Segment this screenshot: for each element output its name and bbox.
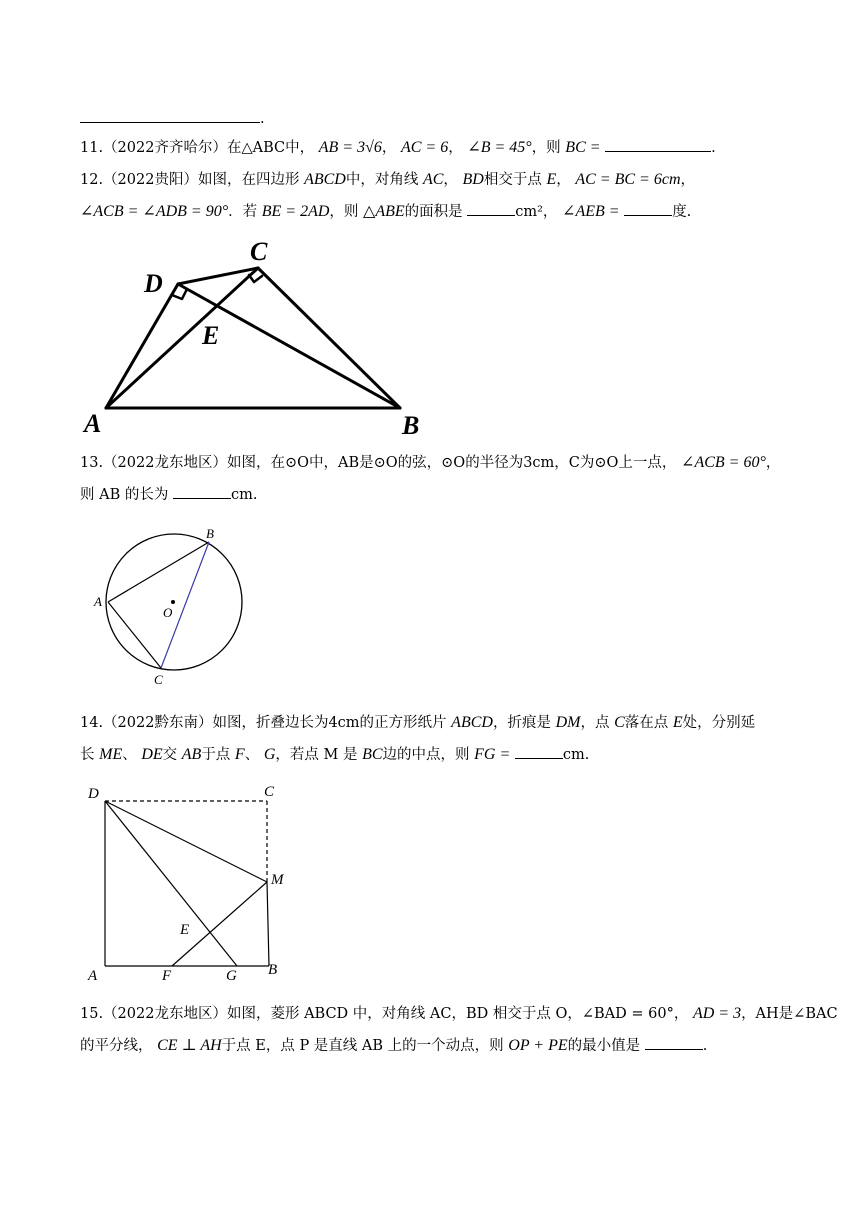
q12-abcd: ABCD [304, 171, 346, 188]
q12-text: 中，对角线 [345, 172, 419, 188]
q15-perp: CE ⊥ AH [157, 1037, 222, 1054]
q13-text: 13.（2022龙东地区）如图，在⊙O中，AB是⊙O的弦，⊙O的半径为3cm，C为⊙O上一点， [80, 455, 677, 471]
q14-dm: DM [555, 714, 581, 731]
q14-de: DE [141, 746, 163, 763]
q11-sep2: ， [448, 140, 463, 156]
q14-text: 边的中点，则 [382, 747, 470, 763]
question-13-line2 [80, 484, 257, 505]
answer-blank [80, 108, 260, 123]
fig14-label-b: B [268, 962, 278, 978]
q15-ad: AD = 3 [692, 1005, 742, 1022]
figure-12-quadrilateral [78, 232, 430, 440]
q14-fg: FG = [474, 746, 511, 763]
q11-sep1: ， [381, 140, 397, 156]
fig12-label-e: E [202, 321, 220, 350]
fig12-label-b: B [402, 411, 420, 440]
q14-text: 交 [162, 747, 178, 763]
q12-text: ， [556, 172, 571, 188]
fig12-label-a: A [84, 409, 102, 438]
fig13-label-b: B [206, 526, 214, 541]
q14-e: E [672, 714, 683, 731]
q15-text: 于点 E，点 P 是直线 AB 上的一个动点，则 [221, 1038, 504, 1054]
fig12-side-dc [178, 268, 258, 284]
q14-text: 、 [122, 747, 137, 763]
q15-sum: OP + PE [508, 1037, 568, 1054]
q14-me: ME [99, 746, 123, 763]
fig12-label-d: D [144, 269, 163, 298]
q11-lead: 11.（2022齐齐哈尔）在△ABC中， [80, 140, 315, 156]
q11-expr-ab: AB = 3√6 [318, 139, 382, 156]
q12-text: 相交于点 [483, 172, 542, 188]
q11-expr-angle-b: ∠B = 45° [467, 139, 532, 156]
q12-angle: ∠AEB = [562, 203, 620, 220]
fig14-label-a: A [88, 968, 98, 984]
q14-text: 于点 [201, 747, 231, 763]
answer-blank [173, 484, 231, 499]
question-12-line2 [80, 201, 691, 222]
fig14-label-c: C [264, 784, 275, 800]
fig14-line-dg [105, 801, 237, 966]
q12-text: 的面积是 [404, 204, 463, 220]
fig12-diagonal-ac [106, 268, 258, 408]
q12-text: ， [443, 172, 458, 188]
fig13-center-dot [171, 600, 175, 604]
q12-e: E [546, 171, 557, 188]
q14-text: 、 [244, 747, 260, 763]
question-15-line1 [80, 1004, 838, 1024]
q14-text: 长 [80, 747, 95, 763]
question-15-line2 [80, 1035, 707, 1056]
q11-mid: ，则 [531, 140, 561, 156]
question-11 [80, 137, 716, 158]
q14-bc: BC [362, 746, 383, 763]
fig14-crease-dm [105, 801, 267, 882]
question-13-line1 [80, 453, 780, 473]
q14-text: 处，分别延 [682, 715, 756, 731]
fig13-label-o: O [163, 605, 173, 620]
answer-blank [605, 137, 711, 152]
q12-triangle: △ABE [363, 203, 405, 220]
answer-blank [467, 201, 515, 216]
q14-f: F [234, 746, 245, 763]
q14-text: 14.（2022黔东南）如图，折叠边长为4cm的正方形纸片 [80, 715, 447, 731]
fig14-label-f: F [162, 968, 172, 984]
q12-eq: AC = BC = 6cm [575, 171, 681, 188]
q12-bd: BD [462, 171, 484, 188]
q15-text: 的平分线， [80, 1038, 153, 1054]
question-12-line1 [80, 170, 695, 190]
fig14-label-e: E [180, 922, 190, 938]
q11-expr-ac: AC = 6 [400, 139, 449, 156]
q12-lead: 12.（2022贵阳）如图，在四边形 [80, 172, 300, 188]
fig13-chord-ab [108, 542, 209, 602]
q12-right-angles: ∠ACB = ∠ADB = 90° [80, 203, 229, 220]
q12-unit: cm²， [515, 204, 558, 220]
figure-13-circle [88, 522, 248, 692]
q12-text: ．若 [228, 204, 258, 220]
q14-text: 落在点 [624, 715, 669, 731]
question-14-line2 [80, 744, 589, 765]
q14-g: G [263, 746, 276, 763]
q14-text: ，点 [580, 715, 610, 731]
fig14-label-m: M [271, 872, 284, 888]
q10-tail: . [260, 111, 265, 127]
answer-blank [515, 744, 563, 759]
q13-text: 则 AB 的长为 [80, 487, 169, 503]
answer-blank [645, 1035, 703, 1050]
q11-expr-bc: BC = [565, 139, 601, 156]
figure-14-folded-square [84, 780, 304, 985]
q12-be-eq: BE = 2AD [261, 203, 330, 220]
fig13-label-c: C [154, 672, 163, 687]
q15-text: ，AH是∠BAC [741, 1006, 838, 1022]
q10-answer-line [80, 108, 265, 129]
question-14-line1 [80, 713, 755, 733]
q13-end: cm. [230, 487, 258, 503]
q13-text: ， [765, 455, 781, 471]
answer-blank [624, 201, 672, 216]
q12-text: ，则 [329, 204, 359, 220]
fig14-label-d: D [88, 786, 99, 802]
q15-text: 的最小值是 [567, 1038, 641, 1054]
q14-text: ，折痕是 [492, 715, 551, 731]
q14-c: C [614, 714, 625, 731]
fig12-label-c: C [250, 237, 268, 266]
q14-ab: AB [181, 746, 202, 763]
fig12-side-ad [106, 284, 178, 408]
q12-end: 度. [672, 204, 692, 220]
fig13-label-a: A [94, 594, 102, 609]
q12-ac: AC [422, 171, 444, 188]
fig12-side-cb [258, 268, 400, 408]
q14-abcd: ABCD [451, 714, 493, 731]
fig12-right-angle-c [249, 275, 262, 282]
q14-text: ，若点 M 是 [275, 747, 358, 763]
fig14-segment-mb [267, 882, 269, 966]
fig14-label-g: G [226, 968, 237, 984]
q15-text: 15.（2022龙东地区）如图，菱形 ABCD 中，对角线 AC，BD 相交于点 O，∠BAD = 60°， [80, 1006, 689, 1022]
q14-end: cm. [562, 747, 590, 763]
q13-angle: ∠ACB = 60° [681, 454, 766, 471]
q15-end: . [702, 1038, 708, 1054]
q11-end: . [711, 140, 716, 156]
q12-text: ， [680, 172, 695, 188]
